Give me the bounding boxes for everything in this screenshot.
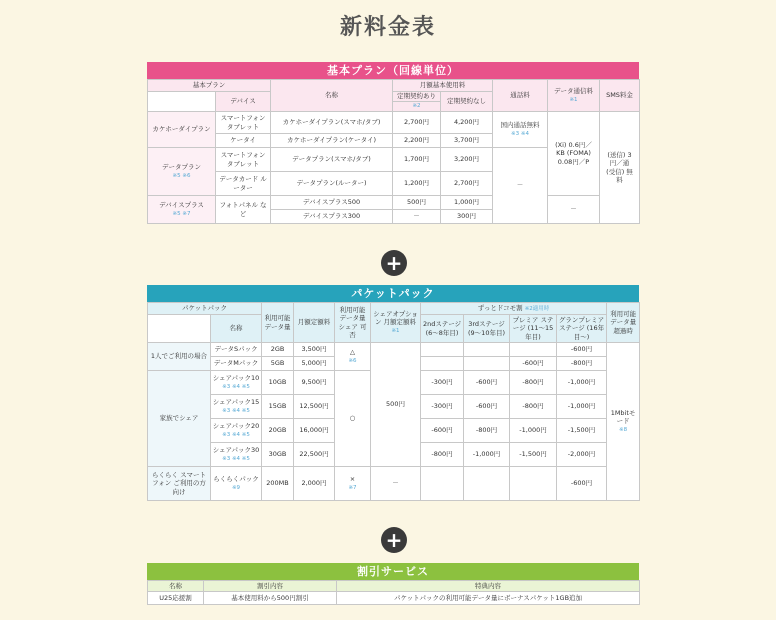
pack-name-5 bbox=[211, 443, 262, 467]
col-option-label: シェアオプション 月額定額料 bbox=[373, 309, 418, 327]
pack-gp-2: -1,000円 bbox=[557, 371, 607, 395]
pack-fee-5: 22,500円 bbox=[294, 443, 335, 467]
dev-plus-name1: デバイスプラス500 bbox=[271, 196, 393, 210]
col-s3: 3rdステージ (9～10年目) bbox=[464, 315, 510, 343]
basic-plan-table bbox=[147, 79, 640, 224]
col-plan: 基本プラン bbox=[148, 80, 271, 92]
col-s2: 2ndステージ (6～8年目) bbox=[421, 315, 464, 343]
pack-s2-1 bbox=[421, 357, 464, 371]
col-disc-benefit: 特典内容 bbox=[337, 581, 640, 592]
after-label: 1Mbitモード bbox=[610, 408, 636, 426]
call-free-note: ※3 ※4 bbox=[511, 131, 529, 138]
family-group: 家族でシェア bbox=[148, 371, 211, 467]
pack-gp-1: -800円 bbox=[557, 357, 607, 371]
dev-plus bbox=[148, 196, 216, 224]
col-after: 利用可能 データ量 超過時 bbox=[607, 303, 640, 343]
pack-cap-1: 5GB bbox=[262, 357, 294, 371]
col-option-note: ※1 bbox=[391, 328, 400, 335]
pack-note-5: ※3 ※4 ※5 bbox=[222, 456, 250, 463]
after-note: ※8 bbox=[619, 427, 628, 434]
raku-group: らくらく スマートフォン ご利用の方向け bbox=[148, 467, 211, 501]
col-zutto-note: ※2適用時 bbox=[524, 306, 550, 313]
pack-cap-0: 2GB bbox=[262, 343, 294, 357]
disc-content: 基本使用料から500円割引 bbox=[204, 592, 337, 605]
col-name: 名称 bbox=[211, 315, 262, 343]
dev-plus-data: － bbox=[548, 196, 600, 224]
pack-gp-6: -600円 bbox=[557, 467, 607, 501]
share-raku-note: ※7 bbox=[348, 485, 357, 492]
kake-n2: 3,700円 bbox=[441, 134, 493, 148]
pack-name-1: データMパック bbox=[211, 357, 262, 371]
col-data bbox=[548, 80, 600, 112]
col-fee: 月額定額料 bbox=[294, 303, 335, 343]
pack-name-4 bbox=[211, 419, 262, 443]
option-fee: 500円 bbox=[371, 343, 421, 467]
pack-cap-6: 200MB bbox=[262, 467, 294, 501]
pack-fee-4: 16,000円 bbox=[294, 419, 335, 443]
basic-plan-header: 基本プラン（回線単位） bbox=[147, 62, 639, 79]
sms-rate: (送信) 3円／通 (受信) 無料 bbox=[600, 112, 640, 224]
pack-fee-3: 12,500円 bbox=[294, 395, 335, 419]
pack-s3-4: -800円 bbox=[464, 419, 510, 443]
pack-pr-1: -600円 bbox=[510, 357, 557, 371]
pack-name-2-label: シェアパック10 bbox=[212, 374, 260, 382]
kake-c1: 2,700円 bbox=[393, 112, 441, 134]
pack-fee-1: 5,000円 bbox=[294, 357, 335, 371]
pack-gp-5: -2,000円 bbox=[557, 443, 607, 467]
pack-pr-4: -1,000円 bbox=[510, 419, 557, 443]
pack-fee-6: 2,000円 bbox=[294, 467, 335, 501]
kake-name1: カケホーダイプラン(スマホ/タブ) bbox=[271, 112, 393, 134]
col-pack: パケットパック bbox=[148, 303, 262, 315]
plus-icon: + bbox=[381, 250, 407, 276]
pack-s2-2: -300円 bbox=[421, 371, 464, 395]
kake-c2: 2,200円 bbox=[393, 134, 441, 148]
col-monthly: 月額基本使用料 bbox=[393, 80, 493, 92]
dev-plus-c1: 500円 bbox=[393, 196, 441, 210]
kake-dev2: ケータイ bbox=[216, 134, 271, 148]
pack-gp-3: -1,000円 bbox=[557, 395, 607, 419]
data-plan bbox=[148, 148, 216, 196]
packet-section bbox=[147, 285, 639, 501]
col-contract-note: ※2 bbox=[393, 102, 441, 112]
pack-note-2: ※3 ※4 ※5 bbox=[222, 384, 250, 391]
kake-dev1: スマートフォン タブレット bbox=[216, 112, 271, 134]
pack-s2-3: -300円 bbox=[421, 395, 464, 419]
basic-plan-section bbox=[147, 62, 639, 224]
pack-note-3: ※3 ※4 ※5 bbox=[222, 408, 250, 415]
pack-s2-5: -800円 bbox=[421, 443, 464, 467]
pack-name-3-label: シェアパック15 bbox=[212, 398, 260, 406]
share-raku-mark: × bbox=[349, 475, 356, 483]
dev-plus-n2: 300円 bbox=[441, 210, 493, 224]
pack-name-3 bbox=[211, 395, 262, 419]
data-dev1: スマートフォン タブレット bbox=[216, 148, 271, 172]
call-dash: － bbox=[493, 148, 548, 224]
col-contract: 定期契約あり bbox=[393, 92, 441, 102]
call-free-label: 国内通話無料 bbox=[500, 121, 540, 129]
pack-pr-0 bbox=[510, 343, 557, 357]
pack-s2-6 bbox=[421, 467, 464, 501]
col-device: デバイス bbox=[216, 92, 271, 112]
dev-plus-dev: フォトパネル など bbox=[216, 196, 271, 224]
pack-gp-4: -1,500円 bbox=[557, 419, 607, 443]
page-title: 新料金表 bbox=[339, 15, 436, 40]
pack-s3-2: -600円 bbox=[464, 371, 510, 395]
share-raku bbox=[335, 467, 371, 501]
pack-name-2 bbox=[211, 371, 262, 395]
pack-pr-6 bbox=[510, 467, 557, 501]
col-data-note: ※1 bbox=[569, 97, 578, 104]
share-single-mark: △ bbox=[350, 348, 356, 356]
pack-pr-5: -1,500円 bbox=[510, 443, 557, 467]
data-n1: 3,200円 bbox=[441, 148, 493, 172]
pack-cap-5: 30GB bbox=[262, 443, 294, 467]
pack-name-6 bbox=[211, 467, 262, 501]
col-name: 名称 bbox=[271, 80, 393, 112]
data-rate: (Xi) 0.6円／KB (FOMA) 0.08円／P bbox=[548, 112, 600, 196]
pack-s2-0 bbox=[421, 343, 464, 357]
packet-table bbox=[147, 302, 640, 501]
pack-note-6: ※9 bbox=[231, 485, 241, 492]
pack-note-4: ※3 ※4 ※5 bbox=[222, 432, 250, 439]
col-share: 利用可能 データ量 シェア 可否 bbox=[335, 303, 371, 343]
pack-cap-3: 15GB bbox=[262, 395, 294, 419]
disc-benefit: パケットパックの利用可能データ量にボーナスパケット1GB追加 bbox=[337, 592, 640, 605]
share-single bbox=[335, 343, 371, 371]
col-sms: SMS料金 bbox=[600, 80, 640, 112]
dev-plus-name2: デバイスプラス300 bbox=[271, 210, 393, 224]
pack-s3-0 bbox=[464, 343, 510, 357]
pack-name-5-label: シェアパック30 bbox=[212, 446, 260, 454]
dev-plus-note: ※5 ※7 bbox=[172, 211, 191, 218]
col-option bbox=[371, 303, 421, 343]
disc-name: U25応援割 bbox=[148, 592, 204, 605]
pack-cap-4: 20GB bbox=[262, 419, 294, 443]
data-n2: 2,700円 bbox=[441, 172, 493, 196]
dev-plus-c2: － bbox=[393, 210, 441, 224]
blank-cell bbox=[148, 92, 216, 112]
pack-pr-3: -800円 bbox=[510, 395, 557, 419]
pack-cap-2: 10GB bbox=[262, 371, 294, 395]
dev-plus-n1: 1,000円 bbox=[441, 196, 493, 210]
data-name1: データプラン(スマホ/タブ) bbox=[271, 148, 393, 172]
col-call: 通話料 bbox=[493, 80, 548, 112]
col-disc-content: 割引内容 bbox=[204, 581, 337, 592]
pack-name-6-label: らくらくパック bbox=[213, 475, 259, 483]
discount-header: 割引サービス bbox=[147, 563, 639, 580]
data-c1: 1,700円 bbox=[393, 148, 441, 172]
blank-cell bbox=[148, 315, 211, 343]
share-family: ○ bbox=[335, 371, 371, 467]
discount-section bbox=[147, 563, 639, 605]
col-capacity: 利用可能 データ量 bbox=[262, 303, 294, 343]
pack-fee-2: 9,500円 bbox=[294, 371, 335, 395]
share-single-note: ※6 bbox=[348, 358, 357, 365]
packet-header: パケットパック bbox=[147, 285, 639, 302]
data-plan-label: データプラン bbox=[162, 163, 201, 171]
pack-pr-2: -800円 bbox=[510, 371, 557, 395]
col-nocontract: 定期契約なし bbox=[441, 92, 493, 112]
kake-name2: カケホーダイプラン(ケータイ) bbox=[271, 134, 393, 148]
data-c2: 1,200円 bbox=[393, 172, 441, 196]
pack-s3-5: -1,000円 bbox=[464, 443, 510, 467]
col-zutto bbox=[421, 303, 607, 315]
pack-s3-1 bbox=[464, 357, 510, 371]
col-pr: プレミア ステージ (11～15年目) bbox=[510, 315, 557, 343]
pack-s3-3: -600円 bbox=[464, 395, 510, 419]
pack-name-0: データSパック bbox=[211, 343, 262, 357]
data-plan-note: ※5 ※6 bbox=[172, 173, 191, 180]
single-group: 1人でご利用の場合 bbox=[148, 343, 211, 371]
data-dev2: データカード ルーター bbox=[216, 172, 271, 196]
call-free bbox=[493, 112, 548, 148]
discount-table bbox=[147, 580, 640, 605]
pack-fee-0: 3,500円 bbox=[294, 343, 335, 357]
pack-name-4-label: シェアパック20 bbox=[212, 422, 260, 430]
plus-icon: + bbox=[381, 527, 407, 553]
pack-gp-0: -600円 bbox=[557, 343, 607, 357]
pack-s3-6 bbox=[464, 467, 510, 501]
dev-plus-label: デバイスプラス bbox=[159, 201, 204, 209]
col-zutto-label: ずっとドコモ割 bbox=[477, 304, 523, 313]
col-gp: グランプレミア ステージ (16年目～) bbox=[557, 315, 607, 343]
col-data-label: データ通信料 bbox=[554, 87, 593, 95]
after-mode bbox=[607, 343, 640, 501]
data-name2: データプラン(ルーター) bbox=[271, 172, 393, 196]
option-raku: － bbox=[371, 467, 421, 501]
kake-n1: 4,200円 bbox=[441, 112, 493, 134]
pack-s2-4: -600円 bbox=[421, 419, 464, 443]
col-disc-name: 名称 bbox=[148, 581, 204, 592]
kake-plan: カケホーダイプラン bbox=[148, 112, 216, 148]
